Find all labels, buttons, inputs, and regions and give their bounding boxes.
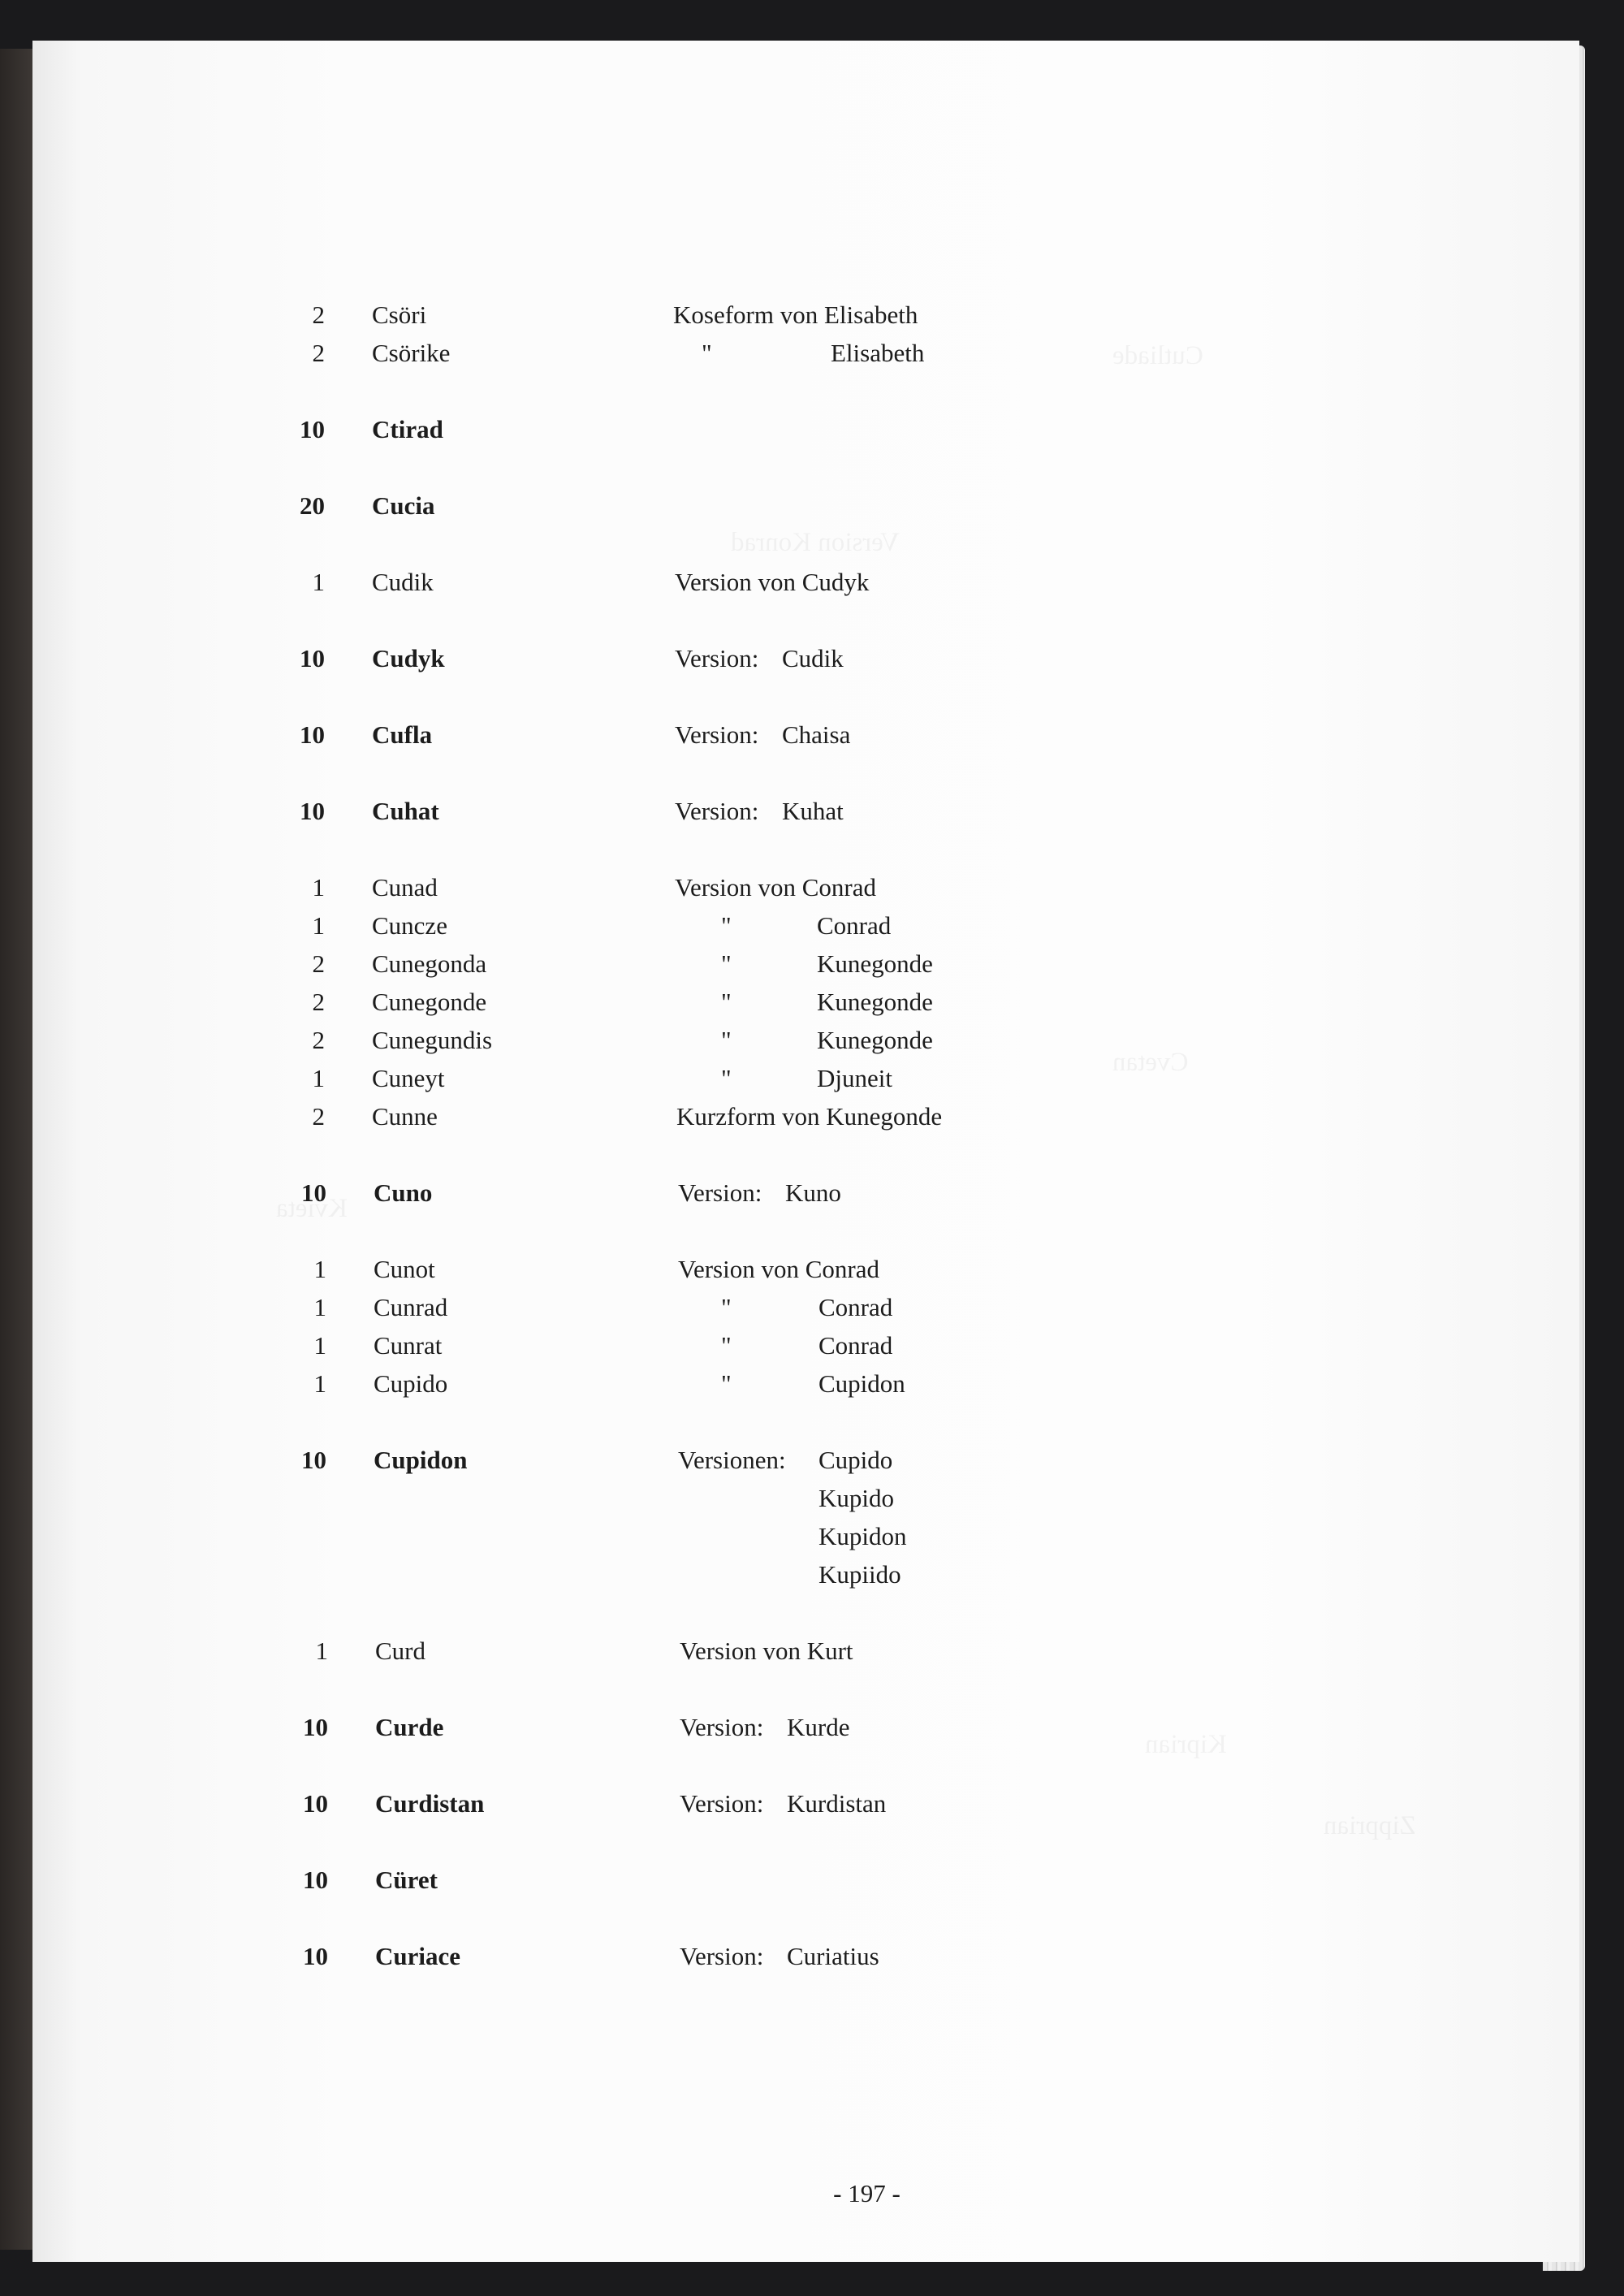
entry-number: 1 [313,1369,326,1398]
entry-number: 10 [303,1942,328,1970]
page-number: - 197 - [833,2179,901,2207]
entry-reference: Kupido [818,1484,894,1512]
entry-name: Cufla [372,720,433,749]
entry-number: 1 [312,568,325,596]
entry-name: Ctirad [372,415,443,443]
entry-reference: Elisabeth [831,339,925,367]
list-item [32,1520,1579,1558]
entry-name: Cunegonde [372,988,487,1016]
entry-number: 10 [303,1866,328,1894]
list-item [32,566,1579,603]
entry-number: 1 [313,1255,326,1283]
entry-description: Versionen: [678,1446,786,1474]
entry-number: 10 [300,720,325,749]
entry-name: Csöri [372,301,427,329]
entry-reference: Conrad [818,1293,893,1321]
entry-number: 2 [312,1102,325,1131]
list-item [32,1559,1579,1596]
ditto-mark: " [721,911,732,940]
entry-name: Cuhat [372,797,439,825]
entry-name: Cupidon [374,1446,468,1474]
entry-name: Cuncze [372,911,447,940]
entry-number: 2 [312,988,325,1016]
entry-number: 1 [312,1064,325,1092]
entry-description: Version von Cudyk [675,568,870,596]
entry-number: 20 [300,491,325,520]
list-item [32,1368,1579,1405]
name-list [32,41,1579,2262]
list-item [32,1635,1579,1672]
entry-reference: Kunegonde [817,949,933,978]
list-item [32,1482,1579,1520]
entry-name: Cunrad [374,1293,448,1321]
entry-description: Version: [680,1713,764,1741]
list-item [32,1711,1579,1749]
entry-number: 2 [312,301,325,329]
entry-description: Koseform von Elisabeth [673,301,918,329]
ditto-mark: " [721,949,732,978]
list-item [32,1100,1579,1138]
entry-reference: Conrad [817,911,892,940]
entry-number: 10 [303,1713,328,1741]
entry-number: 2 [312,949,325,978]
entry-description: Version: [678,1178,762,1207]
entry-reference: Curiatius [787,1942,879,1970]
entry-name: Cunrat [374,1331,443,1360]
list-item [32,490,1579,527]
book-page [32,41,1579,2262]
list-item [32,986,1579,1023]
list-item [32,1253,1579,1291]
list-item [32,1864,1579,1901]
entry-reference: Kunegonde [817,988,933,1016]
entry-reference: Kuno [785,1178,841,1207]
entry-description: Version von Conrad [678,1255,879,1283]
entry-description: Version: [680,1942,764,1970]
entry-reference: Kunegonde [817,1026,933,1054]
entry-number: 1 [313,1293,326,1321]
list-item [32,1177,1579,1214]
list-item [32,1788,1579,1825]
entry-number: 10 [301,1178,326,1207]
entry-reference: Conrad [818,1331,893,1360]
entry-number: 1 [312,911,325,940]
entry-number: 10 [300,797,325,825]
ditto-mark: " [721,1026,732,1054]
entry-name: Cunegundis [372,1026,493,1054]
list-item [32,642,1579,680]
entry-name: Csörike [372,339,451,367]
list-item [32,910,1579,947]
entry-number: 1 [315,1637,328,1665]
list-item [32,337,1579,374]
entry-number: 2 [312,339,325,367]
entry-name: Cudyk [372,644,445,672]
entry-description: Version von Kurt [680,1637,853,1665]
entry-description: Kurzform von Kunegonde [676,1102,943,1131]
list-item [32,413,1579,451]
ditto-mark: " [721,1369,732,1398]
entry-number: 1 [312,873,325,902]
entry-name: Cudik [372,568,434,596]
entry-number: 2 [312,1026,325,1054]
entry-reference: Kupidon [818,1522,907,1550]
list-item [32,299,1579,336]
entry-number: 10 [300,415,325,443]
ditto-mark: " [721,988,732,1016]
entry-reference: Kupiido [818,1560,901,1589]
list-item [32,1062,1579,1100]
entry-description: Version: [680,1789,764,1818]
entry-reference: Djuneit [817,1064,892,1092]
entry-name: Cüret [375,1866,438,1894]
entry-name: Cunegonda [372,949,487,978]
entry-number: 10 [300,644,325,672]
entry-reference: Kurde [787,1713,850,1741]
ditto-mark: " [702,339,712,367]
list-item [32,795,1579,832]
entry-name: Cucia [372,491,435,520]
entry-reference: Cupidon [818,1369,905,1398]
entry-name: Cupido [374,1369,448,1398]
entry-name: Cunot [374,1255,435,1283]
list-item [32,871,1579,909]
entry-description: Version: [675,797,759,825]
entry-number: 10 [301,1446,326,1474]
entry-description: Version von Conrad [675,873,876,902]
entry-name: Curde [375,1713,444,1741]
entry-reference: Kurdistan [787,1789,887,1818]
list-item [32,1444,1579,1481]
entry-name: Curiace [375,1942,461,1970]
entry-description: Version: [675,720,759,749]
list-item [32,1291,1579,1329]
entry-reference: Cudik [782,644,844,672]
entry-number: 10 [303,1789,328,1818]
list-item [32,1940,1579,1978]
entry-name: Curdistan [375,1789,485,1818]
entry-reference: Cupido [818,1446,893,1474]
ditto-mark: " [721,1293,732,1321]
ditto-mark: " [721,1064,732,1092]
entry-reference: Chaisa [782,720,851,749]
list-item [32,1024,1579,1062]
entry-name: Cunad [372,873,438,902]
entry-name: Curd [375,1637,425,1665]
entry-name: Cuno [374,1178,433,1207]
list-item [32,1330,1579,1367]
entry-name: Cunne [372,1102,438,1131]
list-item [32,948,1579,985]
entry-reference: Kuhat [782,797,844,825]
entry-description: Version: [675,644,759,672]
entry-name: Cuneyt [372,1064,445,1092]
entry-number: 1 [313,1331,326,1360]
ditto-mark: " [721,1331,732,1360]
list-item [32,719,1579,756]
